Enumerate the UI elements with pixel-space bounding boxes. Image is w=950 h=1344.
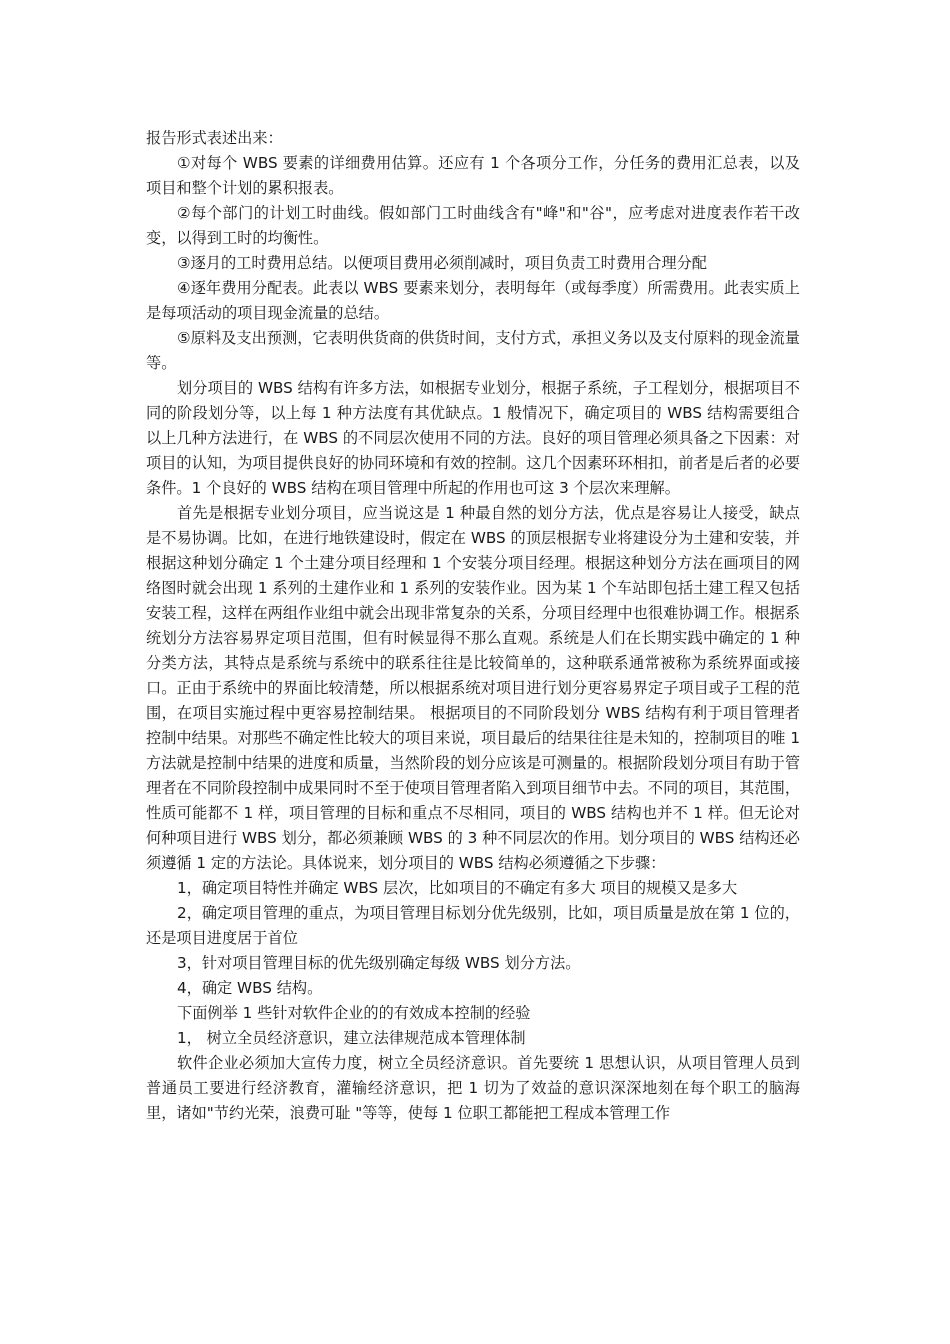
paragraph-12: 4，确定 WBS 结构。 xyxy=(177,979,323,997)
paragraph-14: 1， 树立全员经济意识，建立法律规范成本管理体制 xyxy=(177,1029,526,1047)
paragraph-7: 划分项目的 WBS 结构有许多方法，如根据专业划分，根据子系统，子工程划分，根据项目不同的阶段划分等，以上每 1 种方法度有其优缺点。1 般情况下，确定项目的 WBS 结构需要组合以上几种方法进行，在 WBS 的不同层次使用不同的方法。良好的项目管理必须具备之下因素：对项目的认知，为项目提供良好的协同环境和有效的控制。这几个因素环环相扣，前者是后者的必要条件。1 个良好的 WBS 结构在项目管理中所起的作用也可这 3 个层次来理解。 xyxy=(146,379,800,497)
paragraph-15: 软件企业必须加大宣传力度，树立全员经济意识。首先要统 1 思想认识，从项目管理人员到普通员工要进行经济教育，灌输经济意识，把 1 切为了效益的意识深深地刻在每个职工的脑海里，诸如"节约光荣，浪费可耻 "等等，使每 1 位职工都能把工程成本管理工作 xyxy=(146,1054,800,1122)
paragraph-9: 1，确定项目特性并确定 WBS 层次，比如项目的不确定有多大 项目的规模又是多大 xyxy=(177,879,738,897)
paragraph-2: ①对每个 WBS 要素的详细费用估算。还应有 1 个各项分工作，分任务的费用汇总表，以及项目和整个计划的累积报表。 xyxy=(146,154,800,197)
paragraph-11: 3，针对项目管理目标的优先级别确定每级 WBS 划分方法。 xyxy=(177,954,581,972)
paragraph-3: ②每个部门的计划工时曲线。假如部门工时曲线含有"峰"和"谷"，应考虑对进度表作若干改变，以得到工时的均衡性。 xyxy=(146,204,800,247)
paragraph-6: ⑤原料及支出预测，它表明供货商的供货时间，支付方式，承担义务以及支付原料的现金流量等。 xyxy=(146,329,800,372)
document-page xyxy=(146,126,800,1126)
paragraph-13: 下面例举 1 些针对软件企业的的有效成本控制的经验 xyxy=(177,1004,531,1022)
paragraph-8: 首先是根据专业划分项目，应当说这是 1 种最自然的划分方法，优点是容易让人接受，缺点是不易协调。比如，在进行地铁建设时，假定在 WBS 的顶层根据专业将建设分为土建和安装，并根据这种划分确定 1 个土建分项目经理和 1 个安装分项目经理。根据这种划分方法在画项目的网络图时就会出现 1 系列的土建作业和 1 系列的安装作业。因为某 1 个车站即包括土建工程又包括安装工程，这样在两组作业组中就会出现非常复杂的关系，分项目经理中也很难协调工作。根据系统划分方法容易界定项目范围，但有时候显得不那么直观。系统是人们在长期实践中确定的 1 种分类方法，其特点是系统与系统中的联系往往是比较简单的，这种联系通常被称为系统界面或接口。正由于系统中的界面比较清楚，所以根据系统对项目进行划分更容易界定子项目或子工程的范围，在项目实施过程中更容易控制结果。 根据项目的不同阶段划分 WBS 结构有利于项目管理者控制中结果。对那些不确定性比较大的项目来说，项目最后的结果往往是未知的，控制项目的唯 1 方法就是控制中结果的进度和质量，当然阶段的划分应该是可测量的。根据阶段划分项目有助于管理者在不同阶段控制中成果同时不至于使项目管理者陷入到项目细节中去。不同的项目，其范围，性质可能都不 1 样，项目管理的目标和重点不尽相同，项目的 WBS 结构也并不 1 样。但无论对何种项目进行 WBS 划分，都必须兼顾 WBS 的 3 种不同层次的作用。划分项目的 WBS 结构还必须遵循 1 定的方法论。具体说来，划分项目的 WBS 结构必须遵循之下步骤： xyxy=(146,504,800,872)
paragraph-5: ④逐年费用分配表。此表以 WBS 要素来划分，表明每年（或每季度）所需费用。此表实质上是每项活动的项目现金流量的总结。 xyxy=(146,279,800,322)
paragraph-1: 报告形式表述出来： xyxy=(146,129,283,147)
paragraph-4: ③逐月的工时费用总结。以便项目费用必须削减时，项目负责工时费用合理分配 xyxy=(177,254,707,272)
paragraph-10: 2，确定项目管理的重点，为项目管理目标划分优先级别，比如，项目质量是放在第 1 位的，还是项目进度居于首位 xyxy=(146,904,800,947)
